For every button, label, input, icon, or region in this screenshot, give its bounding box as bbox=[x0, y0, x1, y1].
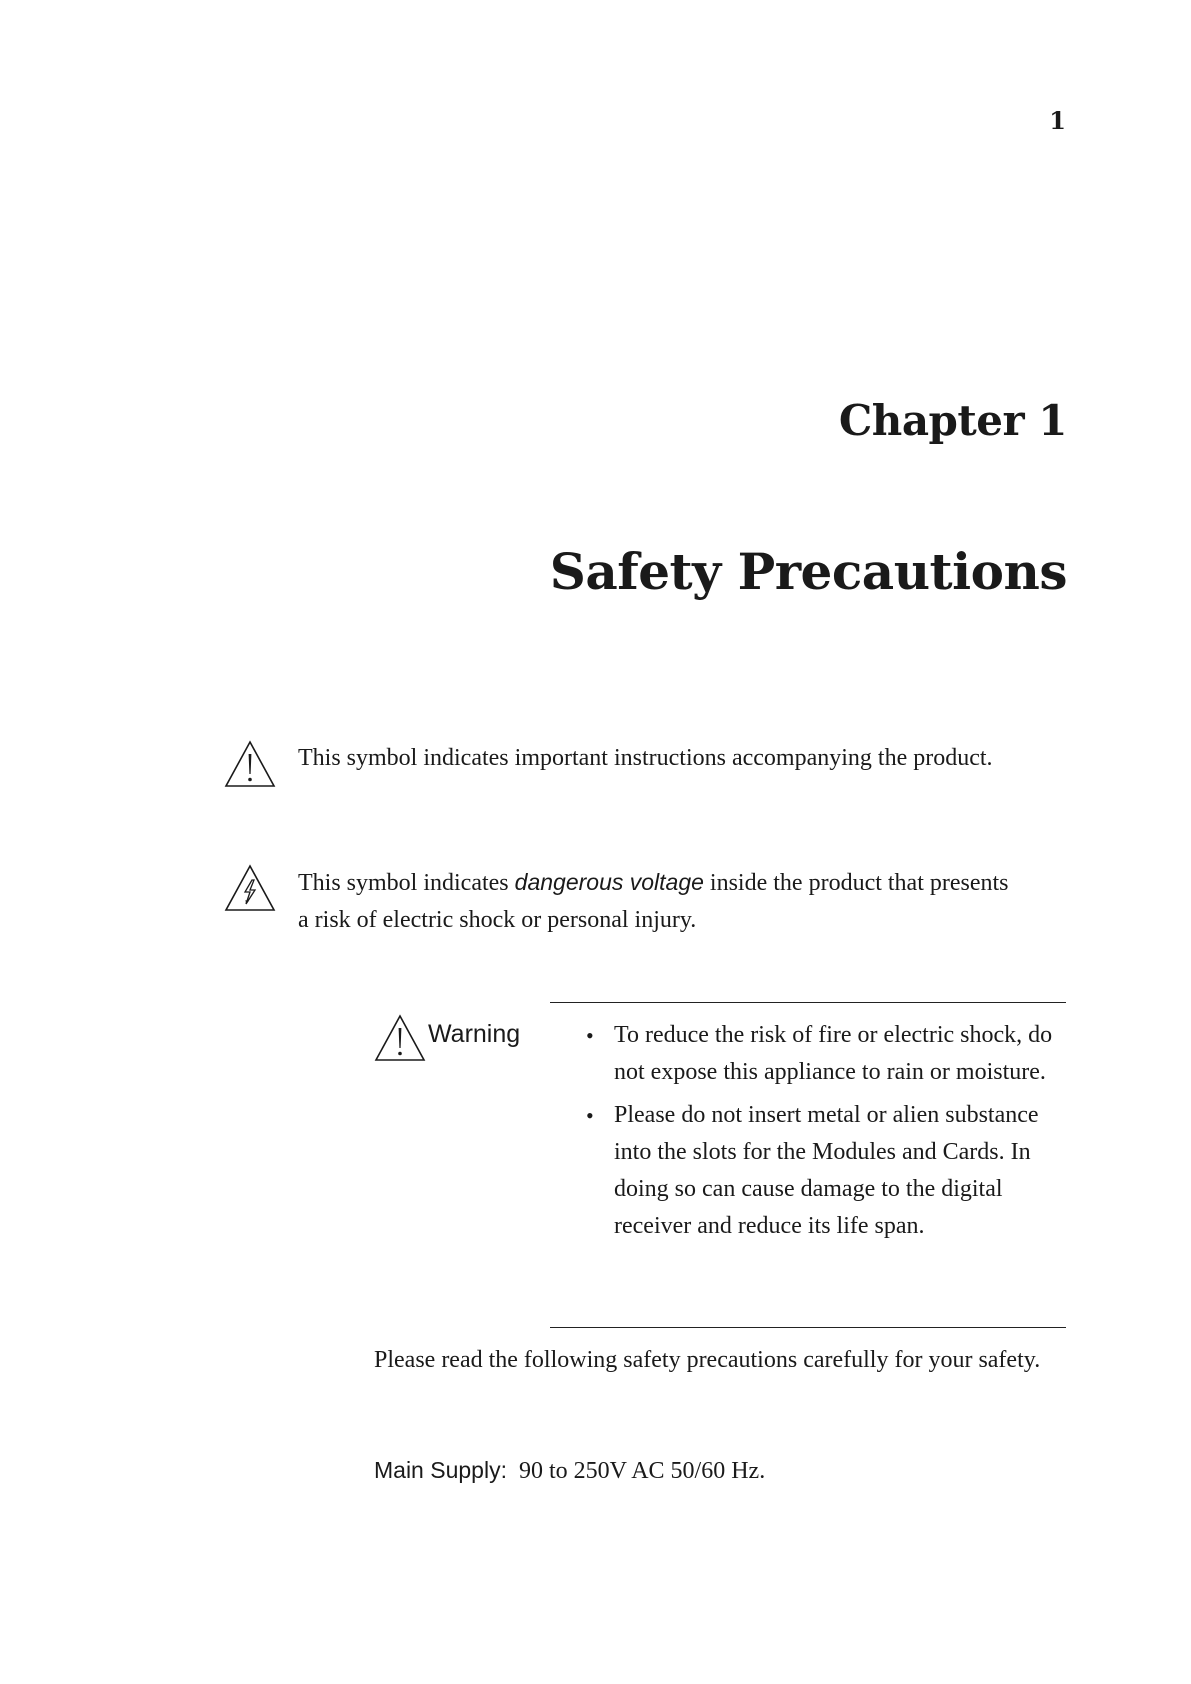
warning-item bbox=[586, 1097, 1056, 1245]
bullet-icon: • bbox=[586, 1023, 594, 1048]
voltage-text-before: This symbol indicates bbox=[298, 870, 515, 896]
warning-triangle-icon bbox=[374, 1014, 426, 1062]
main-supply bbox=[374, 1452, 1074, 1490]
warning-label bbox=[374, 1008, 534, 1058]
lightning-triangle-icon bbox=[224, 864, 276, 912]
warning-item-text: Please do not insert metal or alien substance into the slots for the Modules and Cards. In doing so can cause damage to the digital receiver and reduce its life span. bbox=[614, 1102, 1039, 1239]
page-number: 1 bbox=[1049, 106, 1066, 135]
chapter-label: Chapter 1 bbox=[838, 396, 1067, 445]
read-instructions-text: Please read the following safety precautions carefully for your safety. bbox=[374, 1347, 1041, 1373]
main-supply-value: 90 to 250V AC 50/60 Hz. bbox=[518, 1458, 766, 1484]
warning-list bbox=[586, 1017, 1056, 1251]
bullet-icon: • bbox=[586, 1103, 594, 1128]
chapter-title: Safety Precautions bbox=[549, 542, 1067, 601]
voltage-text-after: inside the product that presents a risk of electric shock or personal injury. bbox=[298, 870, 1009, 933]
main-supply-label: Main Supply: bbox=[374, 1457, 507, 1483]
voltage-symbol-text bbox=[298, 864, 1018, 939]
warning-word: Warning bbox=[428, 1020, 521, 1048]
warning-item-text: To reduce the risk of fire or electric shock, do not expose this appliance to rain or moisture. bbox=[614, 1022, 1053, 1085]
warning-block bbox=[374, 1002, 1066, 1328]
voltage-text-emphasis: dangerous voltage bbox=[514, 869, 704, 895]
warning-box bbox=[550, 1002, 1066, 1328]
warning-item bbox=[586, 1017, 1056, 1091]
caution-triangle-icon bbox=[224, 740, 276, 788]
caution-symbol-text: This symbol indicates important instructions accompanying the product. bbox=[298, 745, 993, 771]
